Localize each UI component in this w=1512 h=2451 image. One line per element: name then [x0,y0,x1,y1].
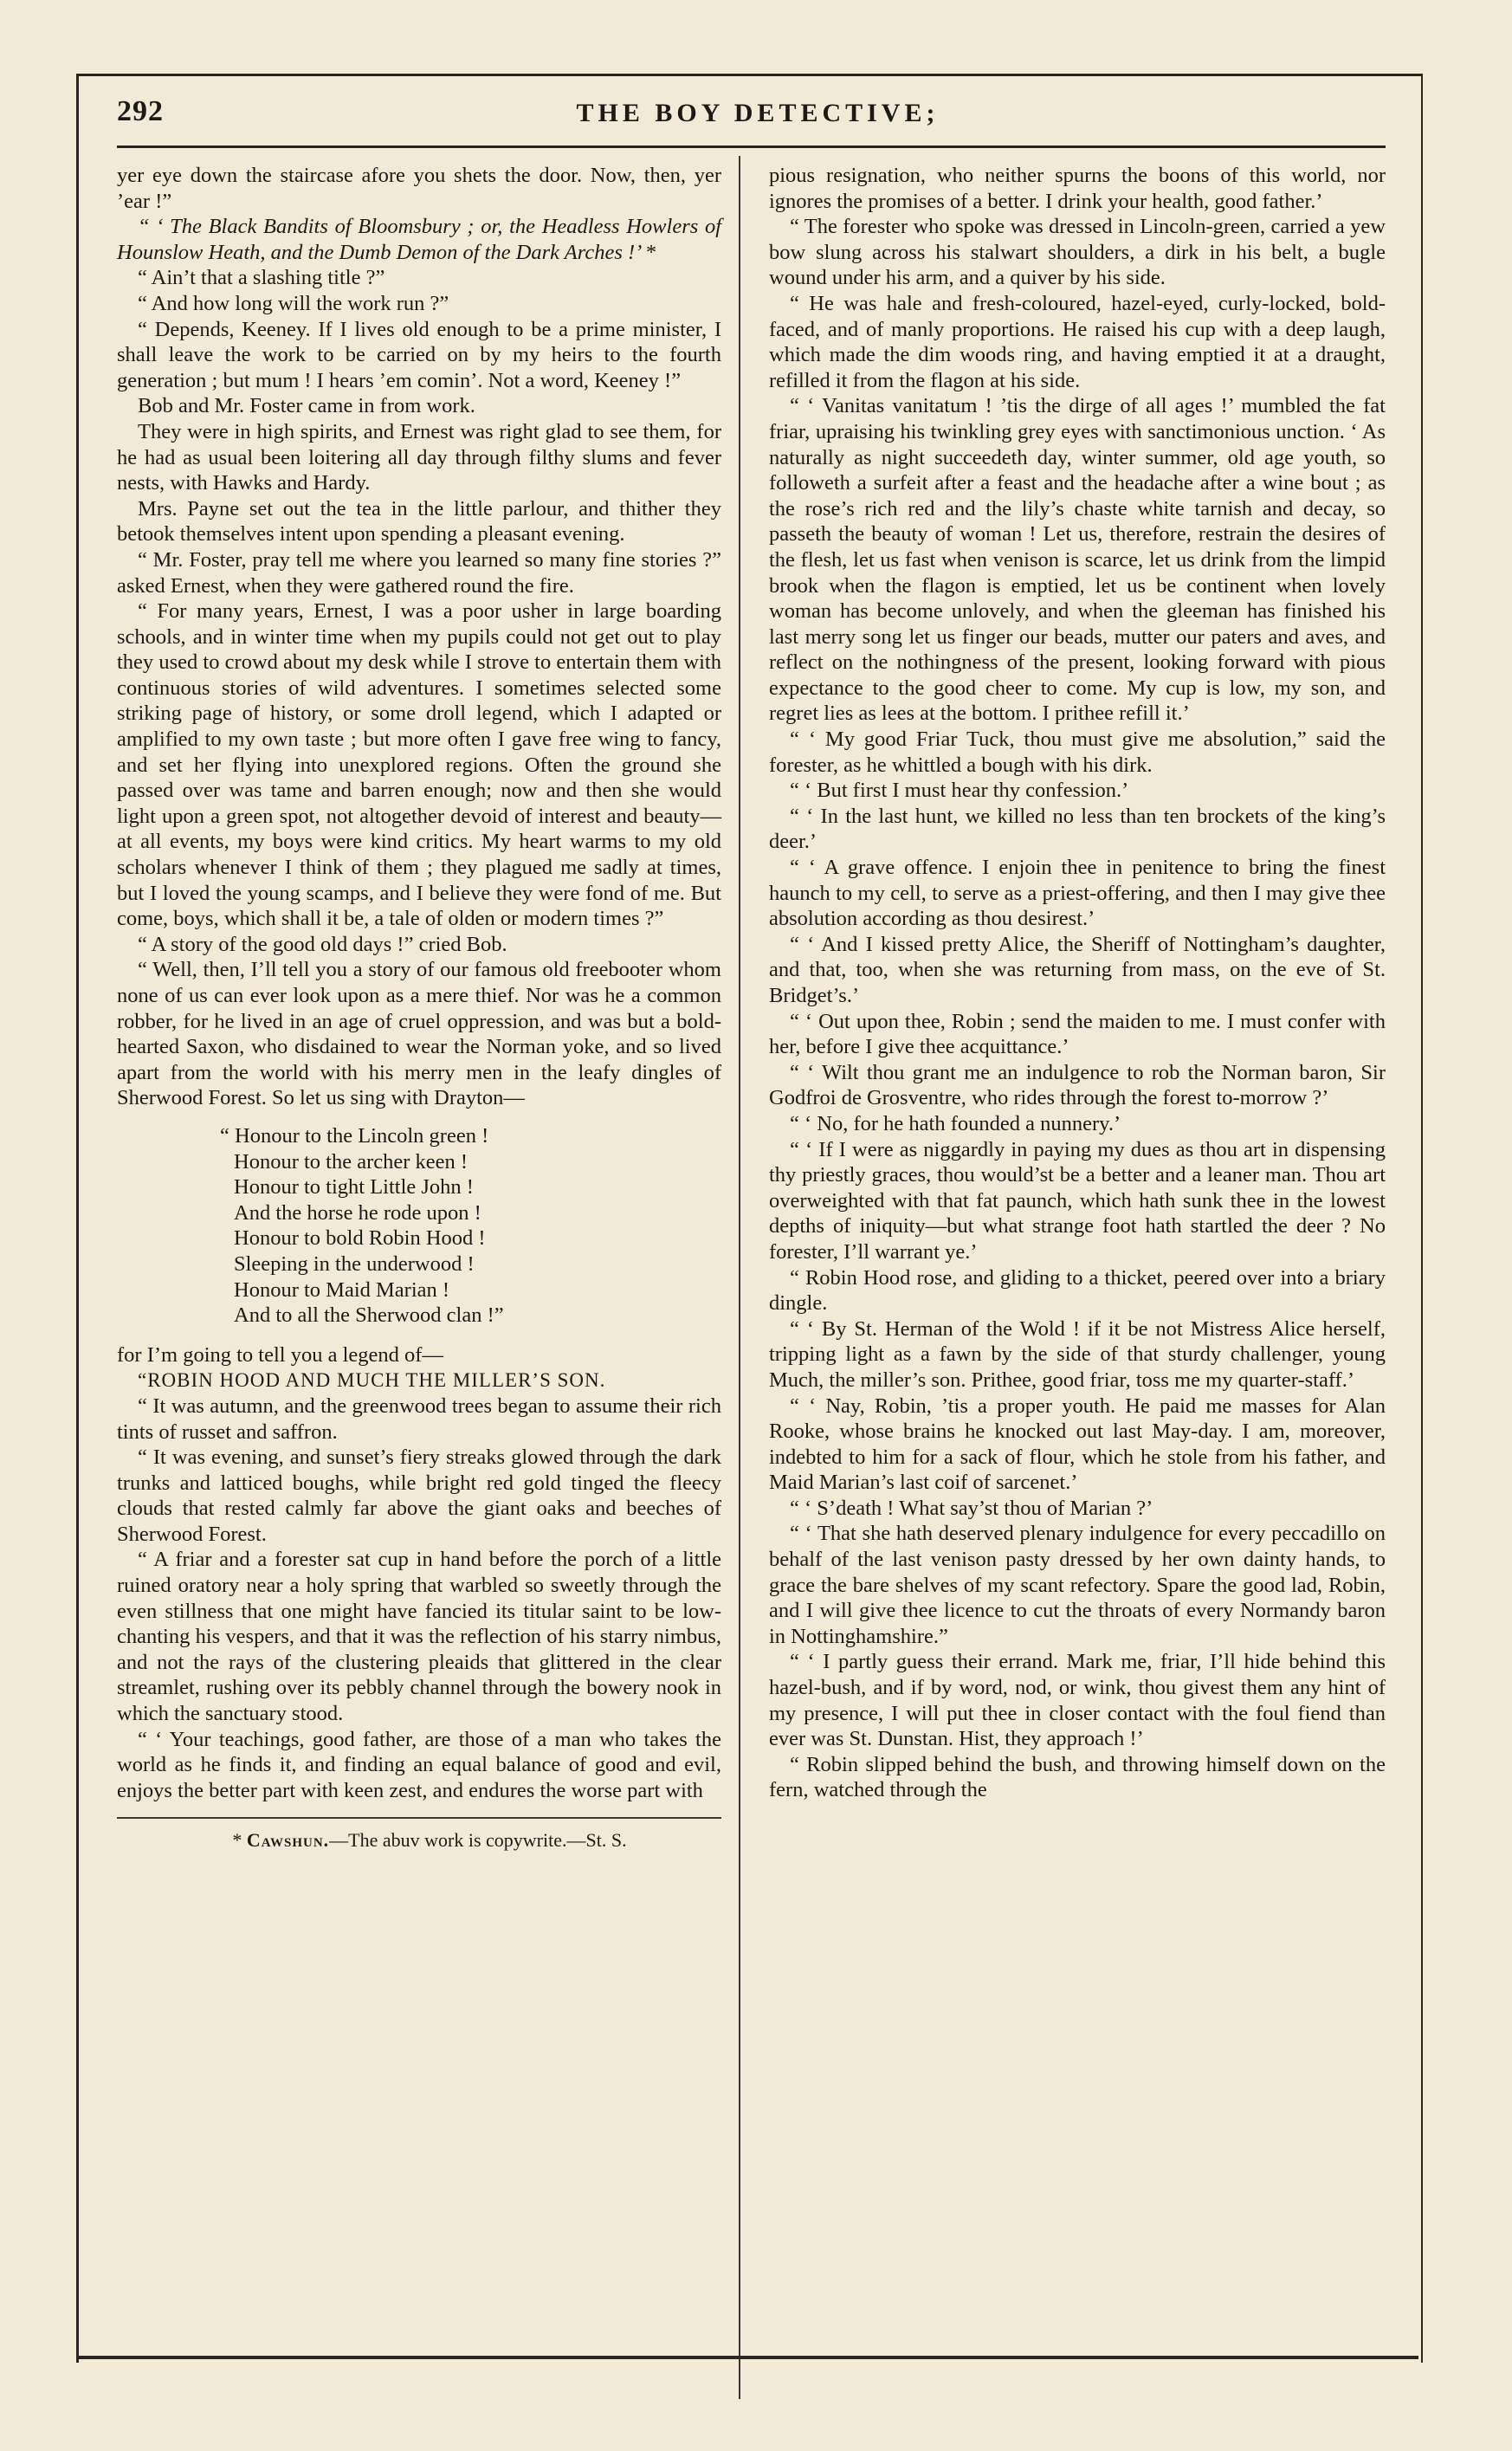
footnote-label: Cawshun. [246,1829,330,1852]
paragraph: “ ‘ Your teachings, good father, are those of a man who takes the world as he finds it, and finding an equal balance of good and evil, enjoys the better part with keen zest, and endures the worse part with [117,1727,721,1802]
paragraph: “ And how long will the work run ?” [138,291,449,315]
verse-line: And the horse he rode upon ! [234,1200,481,1225]
paragraph: yer eye down the staircase afore you shets the door. Now, then, yer ’ear !” [117,164,721,213]
paragraph: “ ‘ No, for he hath founded a nunnery.’ [790,1111,1121,1135]
column-divider [739,156,740,2399]
paragraph: “ ‘ By St. Herman of the Wold ! if it be not Mistress Alice herself, tripping light as a fawn by the side of that sturdy challenger, young Much, the miller’s son. Prithee, good friar, toss me my quarter-staff.’ [769,1316,1386,1392]
verse-line: Sleeping in the underwood ! [234,1251,475,1276]
paragraph: “ ‘ But first I must hear thy confession.’ [790,779,1129,803]
paragraph: “ For many years, Ernest, I was a poor usher in large boarding schools, and in winter time when my pupils could not get out to play they used to crowd about my desk while I strove to entertain them with continuous stories of wild adventures. I sometimes selected some striking page of history, or some droll legend, which I adapted or amplified to my own taste ; but more often I gave free wing to fancy, and set her flying into unexplored regions. Often the ground she passed over was tame and barren enough; now and then she would light upon a green spot, not altogether devoid of interest and beauty—at all events, my boys were kind critics. My heart warms to my old scholars whenever I think of them ; they plagued me sadly at times, but I loved the young scamps, and I believe they were fond of me. But come, boys, which shall it be, a tale of olden or modern times ?” [117,599,721,931]
paragraph: “ ‘ That she hath deserved plenary indulgence for every peccadillo on behalf of the last venison pasty dressed by her own dainty hands, to grace the bare shelves of my scant refectory. Spare the good lad, Robin, and I will give thee licence to cut the throats of every Normandy baron in Nottinghamshire.” [769,1522,1386,1648]
paragraph: “ ‘ If I were as niggardly in paying my dues as thou art in dispensing thy priestly graces, thou would’st be a better and a leaner man. Thou art overweighted with that fat paunch, which hath sunk thee in the lowest depths of iniquity—but what strange foot hath startled the deer ? No forester, I’ll warrant ye.’ [769,1137,1386,1264]
paragraph: “ It was autumn, and the greenwood trees began to assume their rich tints of russet and saffron. [117,1394,721,1444]
paragraph: “ Well, then, I’ll tell you a story of our famous old freebooter whom none of us can ever look upon as a mere thief. Nor was he a common robber, for he lived in an age of cruel oppression, and was but a bold-hearted Saxon, who disdained to wear the Norman yoke, and so lived apart from the world with his merry men in the leafy dingles of Sherwood Forest. So let us sing with Drayton— [117,958,721,1110]
header-rule [117,146,1386,148]
page-number: 292 [117,95,164,127]
page-header [117,95,1399,144]
paragraph: “ He was hale and fresh-coloured, hazel-eyed, curly-locked, bold-faced, and of manly proportions. He raised his cup with a deep laugh, which made the dim woods ring, and having emptied it at a draught, refilled it from the flagon at his side. [769,291,1386,392]
verse-line: Honour to the archer keen ! [234,1149,468,1174]
verse-line: Honour to bold Robin Hood ! [234,1226,486,1251]
footnote-rule [117,1817,721,1819]
paragraph: Bob and Mr. Foster came in from work. [138,394,475,418]
paragraph: “ It was evening, and sunset’s fiery streaks glowed through the dark trunks and latticed boughs, while bright red gold tinged the fleecy clouds that rested calmly far above the giant oaks and beeches of Sherwood Forest. [117,1445,721,1546]
footnote: * Cawshun.—The abuv work is copywrite.—St. S. [232,1829,627,1852]
paragraph: for I’m going to tell you a legend of— [117,1342,443,1367]
paragraph: “ ‘ Vanitas vanitatum ! ’tis the dirge of all ages !’ mumbled the fat friar, upraising his twinkling grey eyes with sanctimonious unction. ‘ As naturally as night succeedeth day, winter summer, old age youth, so followeth a surfeit after a feast and the headache after a wine bout ; as the rose’s rich red and the lily’s chaste white tarnish and decay, so passeth the beauty of woman ! Let us, therefore, restrain the desires of the flesh, let us fast when venison is scarce, let us drink from the limpid brook when the flagon is emptied, let us be continent when lovely woman has become unlovely, and when the gleeman has finished his last merry song let us finger our beads, mutter our paters and aves, and reflect on the nothingness of the present, looking forward with pious expectance to the good cheer to come. My cup is low, my son, and regret lies as lees at the bottom. I prithee refill it.’ [769,394,1386,726]
paragraph: “ ‘ In the last hunt, we killed no less than ten brockets of the king’s deer.’ [769,804,1386,854]
footnote-text: —The abuv work is copywrite.—St. S. [329,1829,627,1852]
paragraph: “ Ain’t that a slashing title ?” [138,266,385,290]
paragraph: Mrs. Payne set out the tea in the little parlour, and thither they betook themselves intent upon spending a pleasant evening. [117,496,721,546]
paragraph: “ ‘ Wilt thou grant me an indulgence to rob the Norman baron, Sir Godfroi de Grosventre, who rides through the forest to-morrow ?’ [769,1060,1386,1110]
paragraph: “ ‘ Out upon thee, Robin ; send the maiden to me. I must confer with her, before I give thee acquittance.’ [769,1009,1386,1059]
verse-line: Honour to tight Little John ! [234,1175,474,1200]
paragraph: “ ‘ Nay, Robin, ’tis a proper youth. He paid me masses for Alan Rooke, whose brains he knocked out last May-day. I am, moreover, indebted to him for a sack of flour, which he stole from his father, and Maid Marian’s last coif of sarcenet.’ [769,1394,1386,1495]
left-column [117,163,721,1853]
paragraph: pious resignation, who neither spurns the boons of this world, nor ignores the promises of a better. I drink your health, good father.’ [769,164,1386,213]
verse-line: Honour to Maid Marian ! [234,1277,450,1302]
right-column [769,163,1386,1803]
paragraph: “ ‘ My good Friar Tuck, thou must give me absolution,” said the forester, as he whittled a bough with his dirk. [769,728,1386,777]
paragraph: “ A friar and a forester sat cup in hand before the porch of a little ruined oratory near a holy spring that warbled so sweetly through the even stillness that one might have fancied its titular saint to be low-chanting his vespers, and that it was the reflection of his starry nimbus, and not the rays of the clustering pleaids that glittered in the clear streamlet, rushing over its pebbly channel through the bowery nook in which the sanctuary stood. [117,1548,721,1726]
bottom-rule [76,2356,1418,2359]
paragraph: “ Robin Hood rose, and gliding to a thicket, peered over into a briary dingle. [769,1265,1386,1316]
verse-line: And to all the Sherwood clan !” [234,1303,504,1328]
verse-line: “ Honour to the Lincoln green ! [220,1123,489,1148]
paragraph: “ The forester who spoke was dressed in Lincoln-green, carried a yew bow slung across his stalwart shoulders, a dirk in his belt, a bugle wound under his arm, and a quiver by his side. [769,215,1386,290]
paragraph: “ ‘ And I kissed pretty Alice, the Sheriff of Nottingham’s daughter, and that, too, when she was returning from mass, on the eve of St. Bridget’s.’ [769,932,1386,1007]
paragraph: “ A story of the good old days !” cried Bob. [138,932,507,956]
paragraph: “ ‘ S’death ! What say’st thou of Marian ?’ [790,1496,1153,1520]
paragraph: “ Depends, Keeney. If I lives old enough to be a prime minister, I shall leave the work to be carried on by my heirs to the fourth generation ; but mum ! I hears ’em comin’. Not a word, Keeney !” [117,317,721,392]
paragraph: “ ‘ The Black Bandits of Bloomsbury ; or, the Headless Howlers of Hounslow Heath, and the Dumb Demon of the Dark Arches !’ * [117,215,721,264]
paragraph: “ ‘ I partly guess their errand. Mark me, friar, I’ll hide behind this hazel-bush, and if by word, nod, or wink, thou givest them any hint of my presence, I will put thee in closer contact with the foul fiend than ever was St. Dunstan. Hist, they approach !’ [769,1650,1386,1751]
verse-block [220,1123,721,1329]
paragraph: “ ‘ A grave offence. I enjoin thee in penitence to bring the finest haunch to my cell, to serve as a priest-offering, and then I may give thee absolution according as thou desirest.’ [769,856,1386,931]
running-title: THE BOY DETECTIVE; [576,99,940,127]
story-heading: “ROBIN HOOD AND MUCH THE MILLER’S SON. [138,1369,606,1392]
paragraph: “ Mr. Foster, pray tell me where you learned so many fine stories ?” asked Ernest, when they were gathered round the fire. [117,547,721,598]
paragraph: They were in high spirits, and Ernest was right glad to see them, for he had as usual been loitering all day through filthy slums and fever nests, with Hawks and Hardy. [117,419,721,495]
paragraph: “ Robin slipped behind the bush, and throwing himself down on the fern, watched through the [769,1752,1386,1802]
